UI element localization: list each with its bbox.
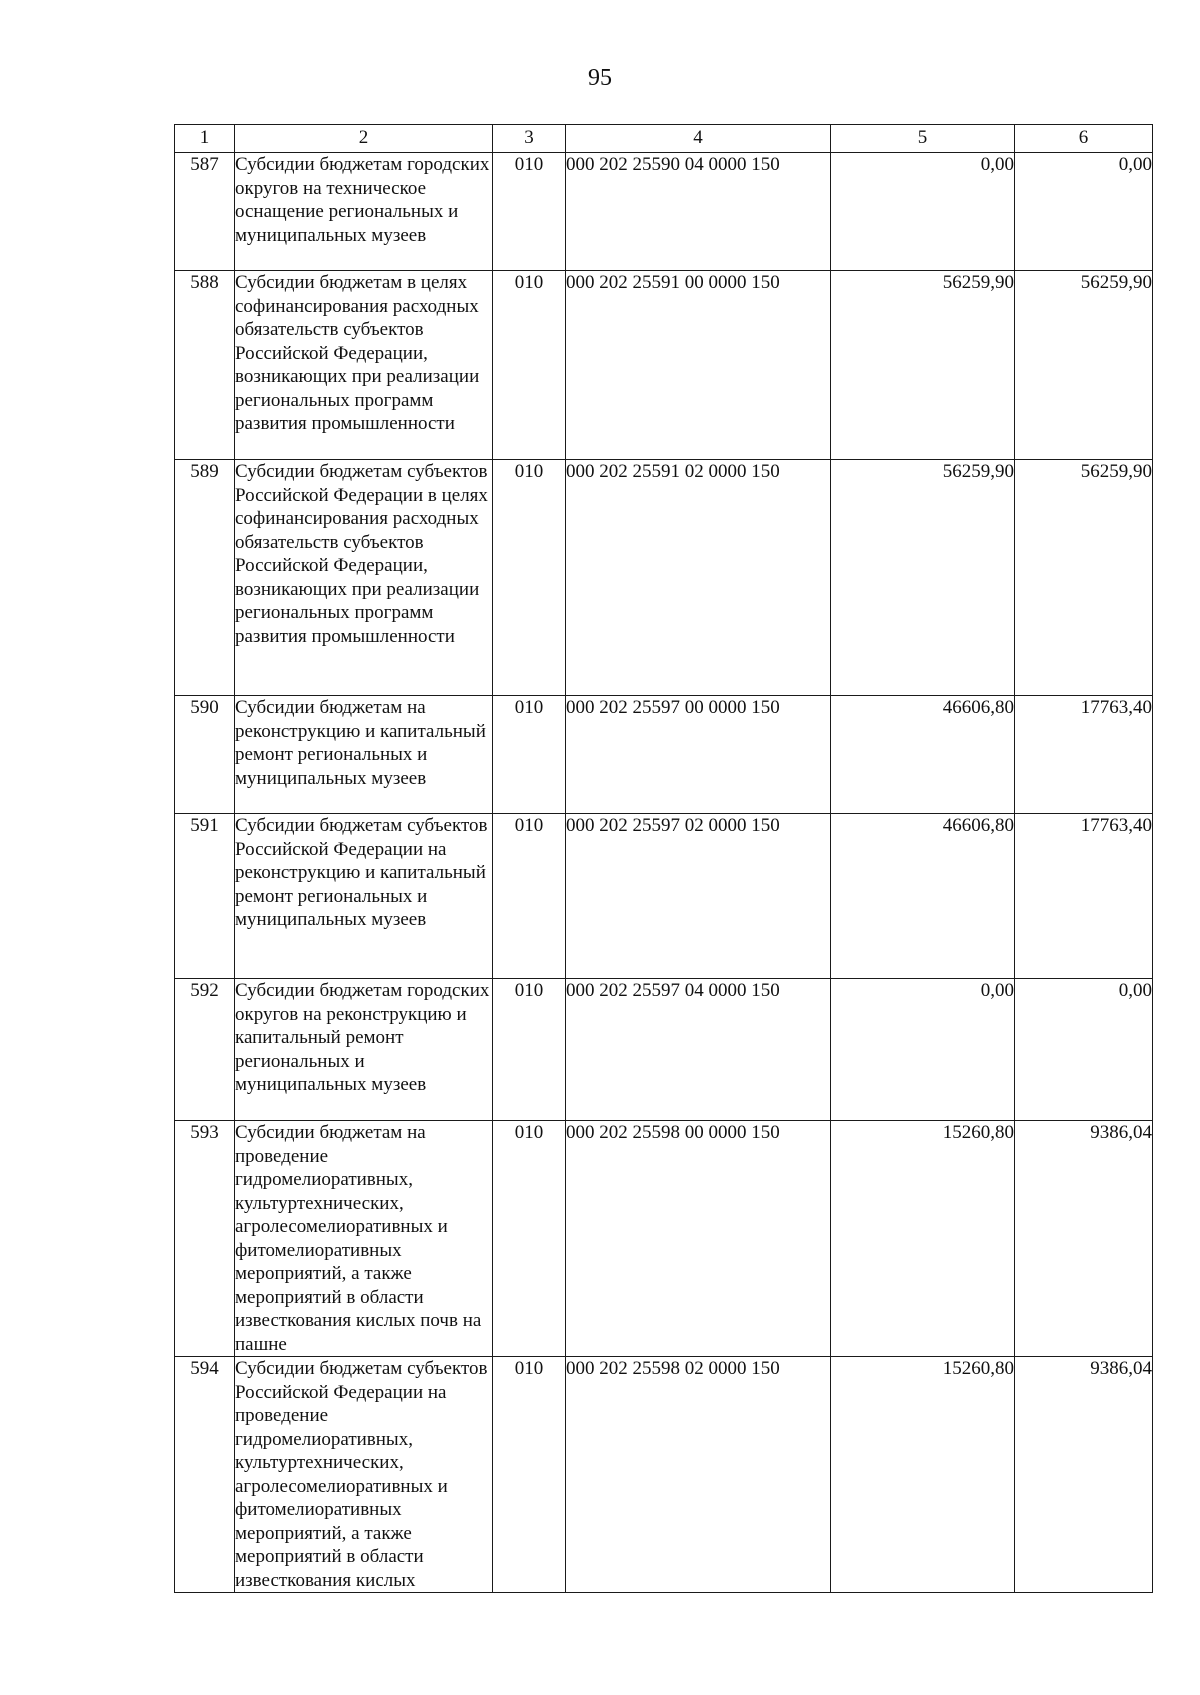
row-value-2: 0,00 [1015, 153, 1153, 271]
row-value-2: 17763,40 [1015, 696, 1153, 814]
header-col-1: 1 [175, 125, 235, 153]
row-value-2: 9386,04 [1015, 1121, 1153, 1357]
row-budget-code: 000 202 25597 04 0000 150 [566, 979, 831, 1121]
row-admin-code: 010 [493, 271, 566, 460]
row-budget-code: 000 202 25598 02 0000 150 [566, 1357, 831, 1593]
page-number: 95 [588, 65, 612, 91]
table-row [175, 460, 1153, 696]
row-budget-code: 000 202 25590 04 0000 150 [566, 153, 831, 271]
table-row [175, 1357, 1153, 1593]
row-name: Субсидии бюджетам субъектов Российской Федерации в целях софинансирования расходных обязательств субъектов Российской Федерации, возникающих при реализации региональных программ развития промышленности [235, 460, 493, 696]
row-budget-code: 000 202 25591 00 0000 150 [566, 271, 831, 460]
row-admin-code: 010 [493, 696, 566, 814]
row-value-1: 56259,90 [831, 271, 1015, 460]
row-name: Субсидии бюджетам на реконструкцию и капитальный ремонт региональных и муниципальных музеев [235, 696, 493, 814]
row-number: 590 [175, 696, 235, 814]
row-value-1: 15260,80 [831, 1357, 1015, 1593]
row-admin-code: 010 [493, 1357, 566, 1593]
row-number: 592 [175, 979, 235, 1121]
row-number: 588 [175, 271, 235, 460]
row-value-1: 46606,80 [831, 696, 1015, 814]
table-row [175, 696, 1153, 814]
row-admin-code: 010 [493, 460, 566, 696]
table-row [175, 1121, 1153, 1357]
row-name: Субсидии бюджетам на проведение гидромелиоративных, культуртехнических, агролесомелиоративных и фитомелиоративных мероприятий, а также мероприятий в области известкования кислых почв на пашне [235, 1121, 493, 1357]
row-name: Субсидии бюджетам субъектов Российской Федерации на проведение гидромелиоративных, культуртехнических, агролесомелиоративных и фитомелиоративных мероприятий, а также мероприятий в области известкования кислых [235, 1357, 493, 1593]
row-name: Субсидии бюджетам городских округов на реконструкцию и капитальный ремонт региональных и муниципальных музеев [235, 979, 493, 1121]
header-col-6: 6 [1015, 125, 1153, 153]
row-admin-code: 010 [493, 1121, 566, 1357]
header-col-5: 5 [831, 125, 1015, 153]
row-admin-code: 010 [493, 153, 566, 271]
row-budget-code: 000 202 25597 02 0000 150 [566, 814, 831, 979]
table-row [175, 814, 1153, 979]
row-value-1: 46606,80 [831, 814, 1015, 979]
row-number: 591 [175, 814, 235, 979]
table-row [175, 979, 1153, 1121]
row-name: Субсидии бюджетам городских округов на техническое оснащение региональных и муниципальных музеев [235, 153, 493, 271]
row-value-2: 17763,40 [1015, 814, 1153, 979]
row-value-2: 56259,90 [1015, 460, 1153, 696]
row-number: 593 [175, 1121, 235, 1357]
row-value-1: 56259,90 [831, 460, 1015, 696]
row-value-2: 9386,04 [1015, 1357, 1153, 1593]
table-row [175, 153, 1153, 271]
row-budget-code: 000 202 25598 00 0000 150 [566, 1121, 831, 1357]
row-value-1: 15260,80 [831, 1121, 1015, 1357]
row-value-1: 0,00 [831, 979, 1015, 1121]
table-header-row [175, 125, 1153, 153]
row-budget-code: 000 202 25591 02 0000 150 [566, 460, 831, 696]
row-value-1: 0,00 [831, 153, 1015, 271]
row-number: 589 [175, 460, 235, 696]
row-budget-code: 000 202 25597 00 0000 150 [566, 696, 831, 814]
row-value-2: 0,00 [1015, 979, 1153, 1121]
header-col-4: 4 [566, 125, 831, 153]
row-value-2: 56259,90 [1015, 271, 1153, 460]
row-number: 594 [175, 1357, 235, 1593]
row-name: Субсидии бюджетам субъектов Российской Федерации на реконструкцию и капитальный ремонт региональных и муниципальных музеев [235, 814, 493, 979]
header-col-3: 3 [493, 125, 566, 153]
budget-table [174, 124, 1153, 1593]
row-admin-code: 010 [493, 979, 566, 1121]
header-col-2: 2 [235, 125, 493, 153]
row-admin-code: 010 [493, 814, 566, 979]
table-row [175, 271, 1153, 460]
row-number: 587 [175, 153, 235, 271]
row-name: Субсидии бюджетам в целях софинансирования расходных обязательств субъектов Российской Федерации, возникающих при реализации региональных программ развития промышленности [235, 271, 493, 460]
